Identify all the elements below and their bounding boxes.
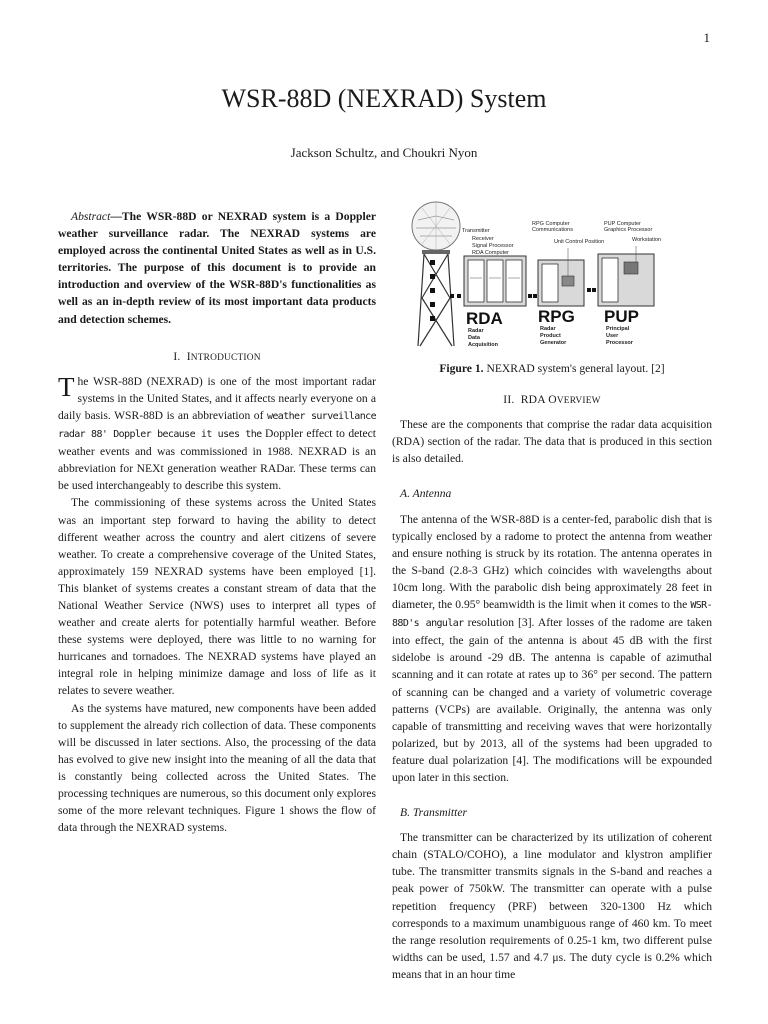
subsection-heading-transmitter: B. Transmitter: [400, 806, 467, 820]
intro-paragraph-1: The WSR-88D (NEXRAD) is one of the most important radar systems in the United States, and it affects nearly everyone on a daily basis. WSR-88D is an abbreviation of weather surveillance radar 88' Doppler because it uses the Doppler effect to detect weather events and was commissioned in 1988. NEXRAD is an abbreviation for NEXt generation weather RADar. These terms can be used interchangeably to describe this system.: [58, 371, 377, 493]
pup-cabinets: [598, 246, 654, 306]
label-pup: PUP: [604, 307, 639, 326]
label-rda: RDA: [466, 309, 503, 328]
label-graphics-processor: Graphics Processor: [604, 227, 653, 233]
svg-text:Product: Product: [540, 333, 561, 339]
section-heading-rda-overview: II. RDA OVERVIEW: [503, 393, 601, 407]
figure-nexrad-layout: [392, 198, 712, 348]
rda-cabinets: [464, 256, 526, 306]
label-pup-computer: PUP Computer: [604, 221, 641, 227]
intro-paragraph-3: As the systems have matured, new components have been added to supplement the already rich collection of data. These components will be discussed in later sections. Also, the processing of the data has evolved to give new insight into the meaning of all the data that is constantly being collected across the United States. The processing techniques are numerous, so this document only explores some of the more relevant techniques. Figure 1 shows the flow of data through the NEXRAD systems.: [58, 701, 376, 835]
abstract: [58, 208, 376, 328]
rda-intro-paragraph: These are the components that comprise the radar data acquisition (RDA) section of the radar. The data that is produced in this section is also detailed.: [392, 418, 712, 466]
figure-caption: Figure 1. NEXRAD system's general layout. [2]: [439, 362, 665, 375]
label-transmitter: Transmitter: [462, 228, 490, 234]
abstract-text: —The WSR-88D or NEXRAD system is a Doppler weather surveillance radar. The NEXRAD systems are employed across the continental United States as well as in U.S. territories. The purpose of this document is to provide an introduction and overview of the WSR-88D's functionalities as well as an in-depth review of its most important data products and detection schemes.: [58, 210, 376, 326]
svg-text:Processor: Processor: [606, 340, 633, 346]
svg-text:Principal: Principal: [606, 326, 630, 332]
label-rda-computer: RDA Computer: [472, 250, 509, 256]
rpg-cabinets: [538, 248, 584, 306]
label-workstation: Workstation: [632, 237, 661, 243]
label-rpg-computer: RPG Computer: [532, 221, 570, 227]
abstract-lead: Abstract: [71, 210, 111, 223]
svg-text:Radar: Radar: [540, 326, 556, 332]
svg-text:Generator: Generator: [540, 340, 567, 346]
author-line: Jackson Schultz, and Choukri Nyon: [290, 145, 478, 160]
label-rpg: RPG: [538, 307, 575, 326]
transmitter-paragraph: The transmitter can be characterized by its utilization of coherent chain (STALO/COHO), a line modulator and klystron amplifier tube. The transmitter transmits signals in the S-band and reaches a peak power of 750kW. The transmitter can operate with a pulse repetition frequency (PRF) between 320-1300 Hz which corresponds to a maximum unambiguous range of 460 km. To meet the range resolution requirements of 0.25-1 km, two different pulse widths can be used, 1.57 and 4.7 μs. The duty cycle is 0.2% which means that in an hour time: [392, 831, 712, 981]
paper-title: WSR-88D (NEXRAD) System: [221, 84, 547, 113]
svg-text:Acquisition: Acquisition: [468, 342, 498, 348]
nexrad-diagram: [392, 198, 712, 348]
page-number: 1: [703, 30, 710, 45]
drop-cap: T: [58, 371, 75, 402]
left-column: [58, 208, 376, 836]
label-communications: Communications: [532, 227, 573, 233]
section-heading-introduction: I. INTRODUCTION: [173, 349, 261, 363]
svg-text:Radar: Radar: [468, 328, 484, 334]
right-column: [392, 198, 712, 983]
svg-text:User: User: [606, 333, 619, 339]
svg-text:Data: Data: [468, 335, 480, 341]
label-unit-control: Unit Control Position: [554, 239, 605, 245]
subsection-heading-antenna: A. Antenna: [400, 487, 452, 501]
intro-paragraph-2: The commissioning of these systems across the United States was an important step forward to having the ability to detect different weather across the country and alert citizens of severe weather. To create a comprehensive coverage of the United States, approximately 159 NEXRAD systems have been employed [1]. This blanket of systems creates a constant stream of data that the National Weather Service (NWS) uses to interpret all types of weather and create alerts for potentially harmful weather. Before these systems were deployed, there was little to no warning for hurricanes and tornadoes. The NEXRAD systems have played an integral role in helping minimize damage and loss of life as it relates to severe weather.: [58, 496, 376, 698]
antenna-paragraph: The antenna of the WSR-88D is a center-fed, parabolic dish that is typically enclosed by a radome to protect the antenna from weather and ensure nothing is struck by its rotation. The antenna operates in the S-band (2.8-3 GHz) which coincides with wavelengths about 10cm long. With the parabolic dish being approximately 28 feet in diameter, the 0.95° beamwidth is the limit when it comes to the WSR-88D's angular resolution [3]. After losses of the radome are taken into effect, the gain of the antenna is about 45 dB with the first sidelobe is around -29 dB. The antenna is capable of azimuthal scanning and it can rotate at rates up to 36° per second. The pattern of scanning can be changed and a variety of volumetric coverage patterns (VCPs) are available. Originally, the antenna was only capable of transmitting and receiving waves that were horizontally polarized, but by 2013, all of the systems had been upgraded to feature dual polarization [4]. The modifications will be expounded upon later in this section.: [392, 512, 713, 784]
radar-tower-illustration: [412, 202, 460, 346]
label-signal-processor: Signal Processor: [472, 243, 514, 249]
label-receiver: Receiver: [472, 236, 494, 242]
